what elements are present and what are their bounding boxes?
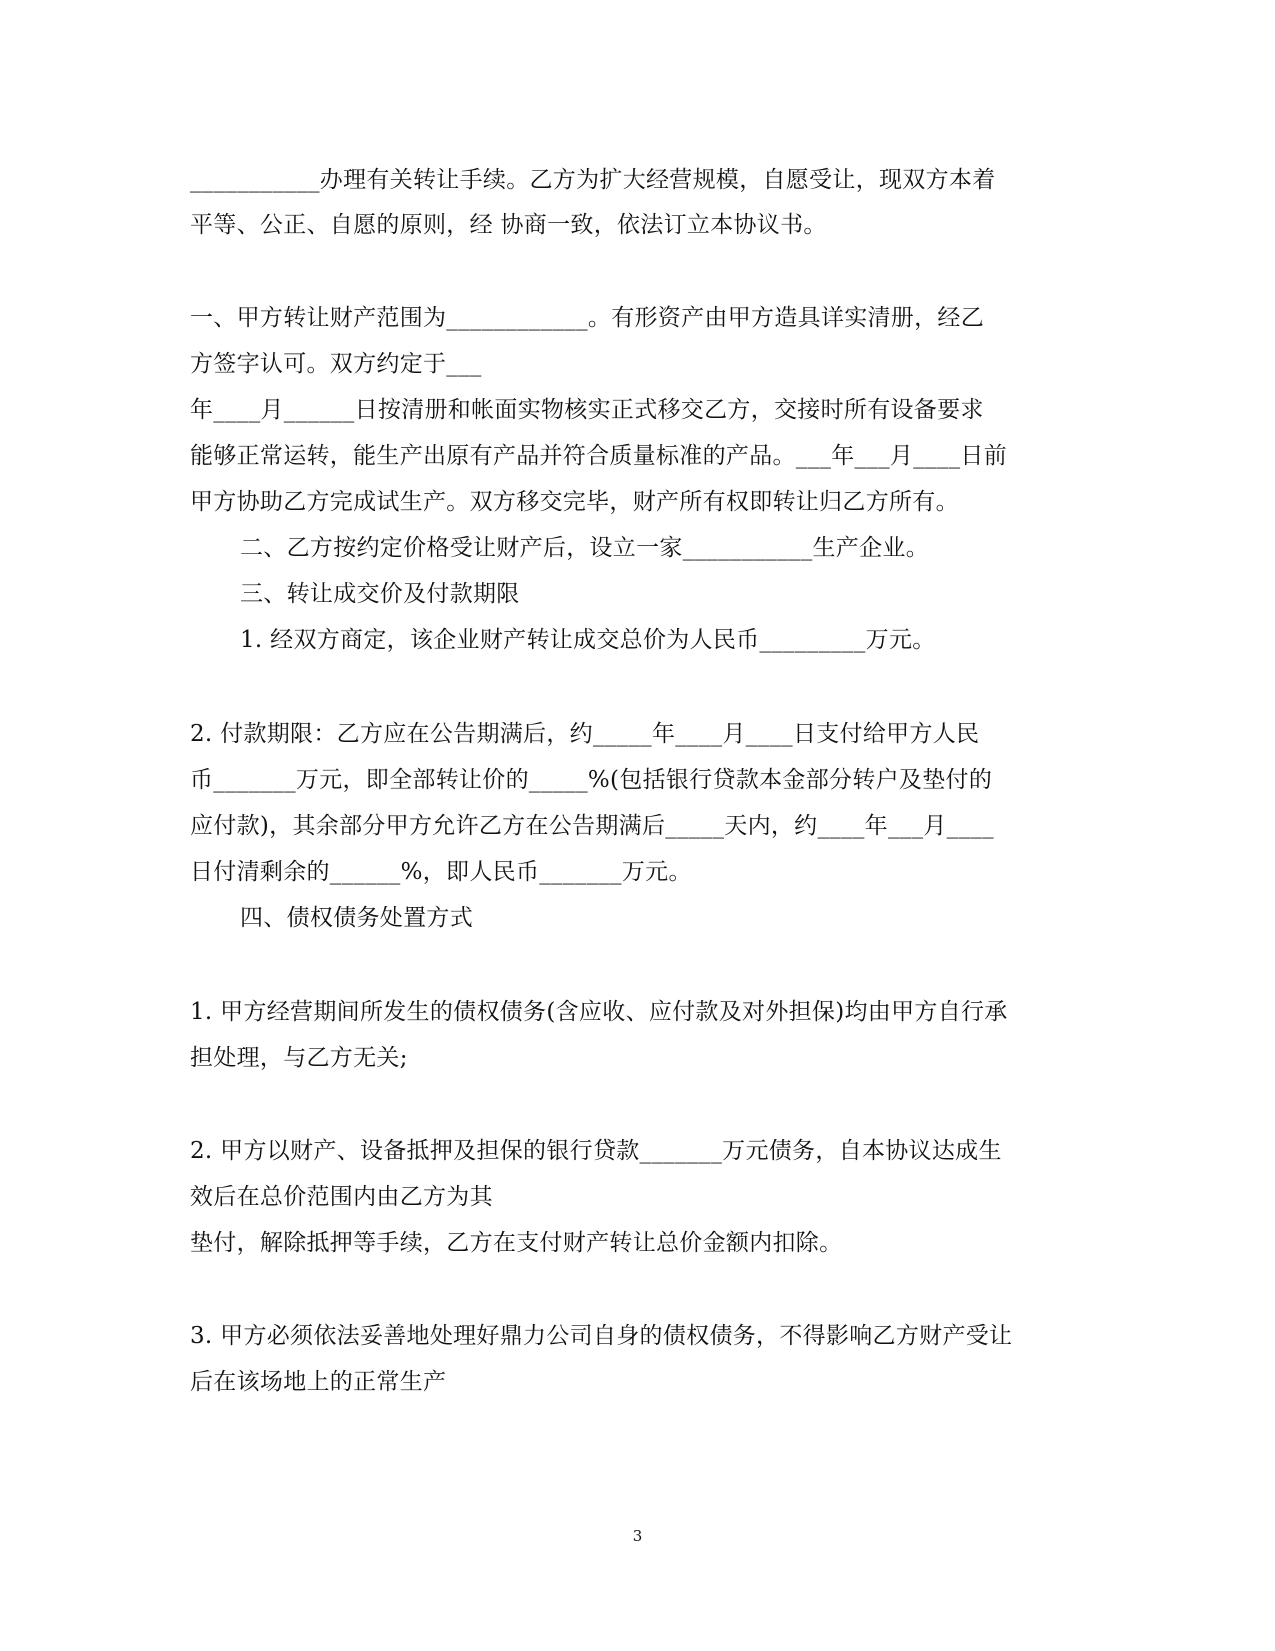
text-line: 平等、公正、自愿的原则，经 协商一致，依法订立本协议书。 xyxy=(190,212,827,238)
text-line: 后在该场地上的正常生产 xyxy=(190,1369,447,1395)
text-line: 3. 甲方必须依法妥善地处理好鼎力公司自身的债权债务，不得影响乙方财产受让 xyxy=(190,1323,1013,1349)
text-line: 二、乙方按约定价格受让财产后，设立一家___________生产企业。 xyxy=(240,535,929,561)
text-line: 效后在总价范围内由乙方为其 xyxy=(190,1184,493,1210)
text-line: 应付款)，其余部分甲方允许乙方在公告期满后_____天内，约____年___月____ xyxy=(190,813,994,839)
text-line: 2. 付款期限：乙方应在公告期满后，约_____年____月____日支付给甲方人民 xyxy=(190,721,980,747)
text-line: ___________办理有关转让手续。乙方为扩大经营规模，自愿受让，现双方本着 xyxy=(190,167,996,193)
text-line: 1. 经双方商定，该企业财产转让成交总价为人民币_________万元。 xyxy=(240,627,936,653)
text-line: 垫付，解除抵押等手续，乙方在支付财产转让总价金额内扣除。 xyxy=(190,1230,843,1256)
text-line: 甲方协助乙方完成试生产。双方移交完毕，财产所有权即转让归乙方所有。 xyxy=(190,489,959,515)
text-line: 方签字认可。双方约定于___ xyxy=(190,351,482,377)
text-line: 能够正常运转，能生产出原有产品并符合质量标准的产品。___年___月____日前 xyxy=(190,443,1007,469)
text-line: 三、转让成交价及付款期限 xyxy=(240,581,520,607)
text-line: 担处理，与乙方无关; xyxy=(190,1045,408,1071)
text-line: 年____月______日按清册和帐面实物核实正式移交乙方，交接时所有设备要求 xyxy=(190,397,984,423)
text-line: 2. 甲方以财产、设备抵押及担保的银行贷款_______万元债务，自本协议达成生 xyxy=(190,1138,1002,1164)
text-line: 一、甲方转让财产范围为____________。有形资产由甲方造具详实清册，经乙 xyxy=(190,305,984,331)
text-line: 四、债权债务处置方式 xyxy=(240,905,473,931)
text-line: 币_______万元，即全部转让价的_____%(包括银行贷款本金部分转户及垫付的 xyxy=(190,767,993,793)
text-line: 1. 甲方经营期间所发生的债权债务(含应收、应付款及对外担保)均由甲方自行承 xyxy=(190,999,1008,1025)
text-line: 日付清剩余的______%，即人民币_______万元。 xyxy=(190,859,692,885)
page-number: 3 xyxy=(632,1527,643,1545)
